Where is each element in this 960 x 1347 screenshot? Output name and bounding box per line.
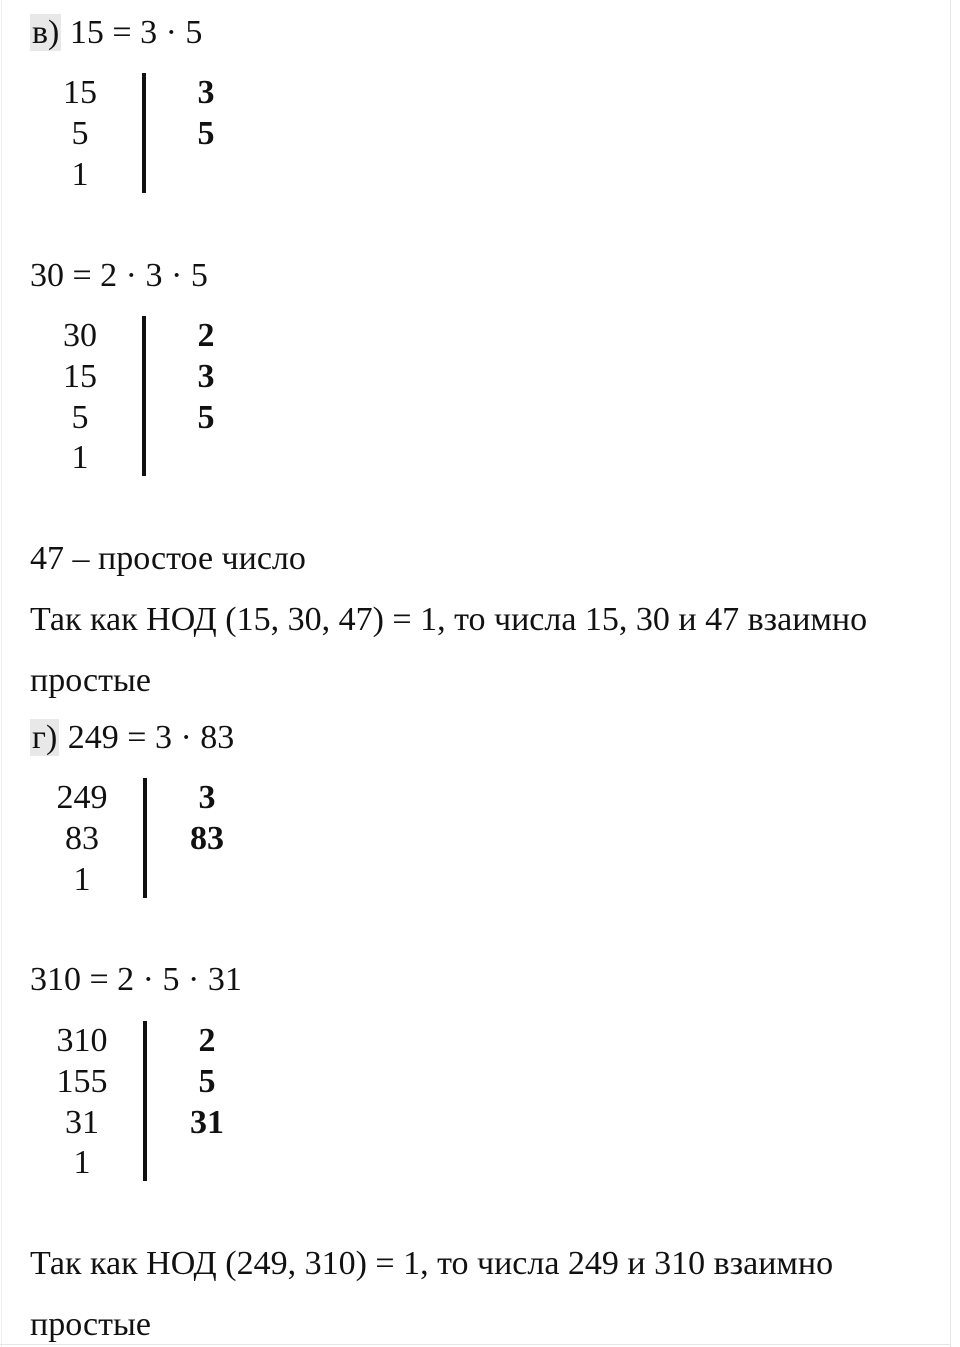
division-bar: [142, 73, 146, 193]
dividend-cell: 1: [73, 1144, 91, 1181]
conclusion-v-line2: простые: [30, 662, 151, 699]
divisor-cell: 3: [197, 358, 215, 395]
conclusion-g-line1: Так как НОД (249, 310) = 1, то числа 249 и 310 взаимно: [30, 1245, 834, 1282]
dividend-cell: 15: [63, 74, 97, 111]
equation-310: 310 = 2 · 5 · 31: [30, 961, 242, 998]
dividend-cell: 5: [71, 399, 89, 436]
dividend-cell: 83: [65, 820, 99, 857]
division-bar: [143, 778, 147, 898]
divisor-cell: 3: [197, 74, 215, 111]
item-marker-v: в): [32, 14, 60, 51]
equation-249: [30, 718, 234, 758]
division-bar: [143, 1021, 147, 1181]
dividend-cell: 1: [73, 861, 91, 898]
item-marker-g: г): [32, 719, 58, 756]
dividend-cell: 1: [71, 439, 89, 476]
conclusion-g-line2: простые: [30, 1306, 151, 1343]
dividend-cell: 249: [56, 779, 108, 816]
dividend-cell: 155: [56, 1063, 108, 1100]
equation-30: 30 = 2 · 3 · 5: [30, 257, 208, 294]
page-left-edge: [1, 0, 2, 1347]
divisor-cell: 83: [190, 820, 224, 857]
divisor-cell: 2: [197, 317, 215, 354]
dividend-cell: 31: [65, 1104, 99, 1141]
conclusion-v-line1: Так как НОД (15, 30, 47) = 1, то числа 15, 30 и 47 взаимно: [30, 601, 868, 638]
equation-15: [30, 13, 202, 53]
divisor-cell: 5: [197, 399, 215, 436]
dividend-cell: 15: [63, 358, 97, 395]
equation-249-text: 249 = 3 · 83: [67, 719, 235, 756]
dividend-cell: 1: [71, 156, 89, 193]
divisor-cell: 31: [190, 1104, 224, 1141]
divisor-cell: 2: [198, 1022, 216, 1059]
division-bar: [142, 316, 146, 476]
dividend-cell: 310: [56, 1022, 108, 1059]
dividend-cell: 5: [71, 115, 89, 152]
divisor-cell: 3: [198, 779, 216, 816]
equation-15-text: 15 = 3 · 5: [69, 14, 203, 51]
divisor-cell: 5: [198, 1063, 216, 1100]
dividend-cell: 30: [63, 317, 97, 354]
prime-note: 47 – простое число: [30, 540, 306, 577]
divisor-cell: 5: [197, 115, 215, 152]
page-right-edge: [950, 0, 951, 1347]
